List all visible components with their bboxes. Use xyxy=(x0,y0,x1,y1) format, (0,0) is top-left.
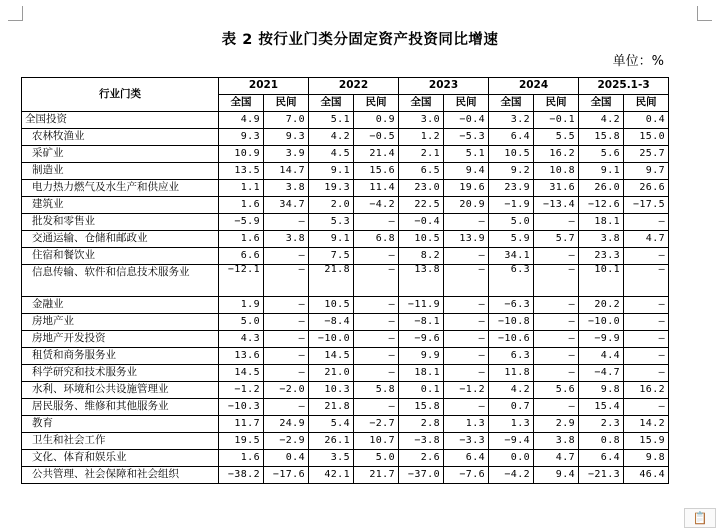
national-value-cell: −9.9 xyxy=(579,331,624,348)
private-value-cell: – xyxy=(354,314,399,331)
private-value-cell: 6.8 xyxy=(354,231,399,248)
header-private: 民间 xyxy=(624,95,669,112)
national-value-cell: 4.3 xyxy=(219,331,264,348)
industry-name-cell: 全国投资 xyxy=(22,112,219,129)
national-value-cell: 18.1 xyxy=(579,214,624,231)
private-value-cell: 14.7 xyxy=(264,163,309,180)
private-value-cell: – xyxy=(444,248,489,265)
industry-name-cell: 批发和零售业 xyxy=(22,214,219,231)
table-row xyxy=(22,467,669,484)
header-year: 2024 xyxy=(489,78,579,95)
national-value-cell: −10.3 xyxy=(219,399,264,416)
header-year: 2025.1-3 xyxy=(579,78,669,95)
national-value-cell: 4.2 xyxy=(309,129,354,146)
national-value-cell: 1.6 xyxy=(219,450,264,467)
industry-name-cell: 文化、体育和娱乐业 xyxy=(22,450,219,467)
industry-name-cell: 租赁和商务服务业 xyxy=(22,348,219,365)
private-value-cell: – xyxy=(264,399,309,416)
private-value-cell: −13.4 xyxy=(534,197,579,214)
private-value-cell: – xyxy=(534,248,579,265)
national-value-cell: −10.6 xyxy=(489,331,534,348)
private-value-cell: −0.5 xyxy=(354,129,399,146)
national-value-cell: 23.3 xyxy=(579,248,624,265)
industry-name-cell: 电力热力燃气及水生产和供应业 xyxy=(22,180,219,197)
table-row xyxy=(22,197,669,214)
private-value-cell: – xyxy=(354,331,399,348)
industry-name-cell: 水利、环境和公共设施管理业 xyxy=(22,382,219,399)
private-value-cell: −0.4 xyxy=(444,112,489,129)
industry-name-cell: 公共管理、社会保障和社会组织 xyxy=(22,467,219,484)
national-value-cell: 0.7 xyxy=(489,399,534,416)
national-value-cell: 5.0 xyxy=(219,314,264,331)
private-value-cell: – xyxy=(264,348,309,365)
private-value-cell: – xyxy=(354,348,399,365)
table-row xyxy=(22,214,669,231)
table-body xyxy=(22,112,669,484)
industry-name-cell: 住宿和餐饮业 xyxy=(22,248,219,265)
national-value-cell: −10.8 xyxy=(489,314,534,331)
private-value-cell: 34.7 xyxy=(264,197,309,214)
header-year: 2022 xyxy=(309,78,399,95)
private-value-cell: 0.4 xyxy=(264,450,309,467)
private-value-cell: 0.9 xyxy=(354,112,399,129)
private-value-cell: −2.7 xyxy=(354,416,399,433)
private-value-cell: 31.6 xyxy=(534,180,579,197)
private-value-cell: 26.6 xyxy=(624,180,669,197)
private-value-cell: 15.9 xyxy=(624,433,669,450)
private-value-cell: – xyxy=(444,348,489,365)
national-value-cell: 13.8 xyxy=(399,265,444,297)
private-value-cell: −0.1 xyxy=(534,112,579,129)
private-value-cell: 4.7 xyxy=(624,231,669,248)
national-value-cell: 2.3 xyxy=(579,416,624,433)
national-value-cell: 21.0 xyxy=(309,365,354,382)
national-value-cell: −5.9 xyxy=(219,214,264,231)
national-value-cell: 9.1 xyxy=(309,231,354,248)
header-industry: 行业门类 xyxy=(22,78,219,112)
national-value-cell: 11.8 xyxy=(489,365,534,382)
private-value-cell: – xyxy=(534,265,579,297)
national-value-cell: 5.6 xyxy=(579,146,624,163)
private-value-cell: – xyxy=(354,214,399,231)
national-value-cell: −8.4 xyxy=(309,314,354,331)
industry-name-cell: 建筑业 xyxy=(22,197,219,214)
private-value-cell: 16.2 xyxy=(624,382,669,399)
national-value-cell: 9.8 xyxy=(579,382,624,399)
national-value-cell: 22.5 xyxy=(399,197,444,214)
industry-name-cell: 采矿业 xyxy=(22,146,219,163)
private-value-cell: 5.7 xyxy=(534,231,579,248)
private-value-cell: 16.2 xyxy=(534,146,579,163)
national-value-cell: 2.0 xyxy=(309,197,354,214)
header-national: 全国 xyxy=(399,95,444,112)
table-row xyxy=(22,180,669,197)
private-value-cell: – xyxy=(444,365,489,382)
private-value-cell: 10.8 xyxy=(534,163,579,180)
national-value-cell: 3.0 xyxy=(399,112,444,129)
private-value-cell: – xyxy=(624,297,669,314)
industry-name-cell: 交通运输、仓储和邮政业 xyxy=(22,231,219,248)
header-private: 民间 xyxy=(264,95,309,112)
industry-name-cell: 农林牧渔业 xyxy=(22,129,219,146)
table-row xyxy=(22,297,669,314)
private-value-cell: – xyxy=(264,214,309,231)
national-value-cell: −0.4 xyxy=(399,214,444,231)
private-value-cell: 3.9 xyxy=(264,146,309,163)
national-value-cell: 2.8 xyxy=(399,416,444,433)
national-value-cell: 5.9 xyxy=(489,231,534,248)
table-row xyxy=(22,146,669,163)
private-value-cell: −4.2 xyxy=(354,197,399,214)
table-row xyxy=(22,112,669,129)
table-row xyxy=(22,248,669,265)
private-value-cell: 46.4 xyxy=(624,467,669,484)
national-value-cell: 6.4 xyxy=(489,129,534,146)
private-value-cell: −17.5 xyxy=(624,197,669,214)
crop-mark-top-right xyxy=(697,6,712,21)
header-national: 全国 xyxy=(309,95,354,112)
national-value-cell: −38.2 xyxy=(219,467,264,484)
national-value-cell: 9.9 xyxy=(399,348,444,365)
national-value-cell: 20.2 xyxy=(579,297,624,314)
national-value-cell: 10.5 xyxy=(489,146,534,163)
private-value-cell: 1.3 xyxy=(444,416,489,433)
private-value-cell: 21.7 xyxy=(354,467,399,484)
table-row xyxy=(22,382,669,399)
national-value-cell: 1.6 xyxy=(219,231,264,248)
table-row xyxy=(22,331,669,348)
private-value-cell: – xyxy=(444,331,489,348)
private-value-cell: 5.5 xyxy=(534,129,579,146)
national-value-cell: 9.3 xyxy=(219,129,264,146)
paste-options-icon[interactable]: 📋 xyxy=(684,508,716,528)
private-value-cell: – xyxy=(354,248,399,265)
table-title: 表 2 按行业门类分固定资产投资同比增速 xyxy=(221,32,499,48)
national-value-cell: 6.3 xyxy=(489,348,534,365)
national-value-cell: −1.9 xyxy=(489,197,534,214)
industry-name-cell: 房地产开发投资 xyxy=(22,331,219,348)
national-value-cell: 2.6 xyxy=(399,450,444,467)
national-value-cell: −12.1 xyxy=(219,265,264,297)
national-value-cell: 21.8 xyxy=(309,399,354,416)
private-value-cell: 3.8 xyxy=(264,180,309,197)
national-value-cell: 42.1 xyxy=(309,467,354,484)
national-value-cell: −11.9 xyxy=(399,297,444,314)
private-value-cell: 9.4 xyxy=(534,467,579,484)
unit-label: 单位：% xyxy=(612,54,664,69)
national-value-cell: −12.6 xyxy=(579,197,624,214)
national-value-cell: 5.1 xyxy=(309,112,354,129)
national-value-cell: −4.7 xyxy=(579,365,624,382)
national-value-cell: 1.2 xyxy=(399,129,444,146)
private-value-cell: 13.9 xyxy=(444,231,489,248)
private-value-cell: 19.6 xyxy=(444,180,489,197)
private-value-cell: – xyxy=(354,297,399,314)
private-value-cell: – xyxy=(354,365,399,382)
private-value-cell: 14.2 xyxy=(624,416,669,433)
national-value-cell: 1.9 xyxy=(219,297,264,314)
table-row xyxy=(22,265,669,297)
private-value-cell: 21.4 xyxy=(354,146,399,163)
header-year: 2021 xyxy=(219,78,309,95)
industry-name-cell: 金融业 xyxy=(22,297,219,314)
private-value-cell: – xyxy=(444,297,489,314)
private-value-cell: – xyxy=(624,348,669,365)
private-value-cell: 3.8 xyxy=(264,231,309,248)
private-value-cell: −1.2 xyxy=(444,382,489,399)
private-value-cell: 9.7 xyxy=(624,163,669,180)
national-value-cell: 6.5 xyxy=(399,163,444,180)
private-value-cell: – xyxy=(624,331,669,348)
private-value-cell: 5.6 xyxy=(534,382,579,399)
national-value-cell: 8.2 xyxy=(399,248,444,265)
private-value-cell: – xyxy=(624,265,669,297)
private-value-cell: – xyxy=(534,399,579,416)
private-value-cell: 24.9 xyxy=(264,416,309,433)
private-value-cell: – xyxy=(444,265,489,297)
national-value-cell: 19.5 xyxy=(219,433,264,450)
national-value-cell: 7.5 xyxy=(309,248,354,265)
national-value-cell: −4.2 xyxy=(489,467,534,484)
table-row xyxy=(22,163,669,180)
header-national: 全国 xyxy=(219,95,264,112)
national-value-cell: 23.9 xyxy=(489,180,534,197)
private-value-cell: −2.0 xyxy=(264,382,309,399)
industry-name-cell: 科学研究和技术服务业 xyxy=(22,365,219,382)
private-value-cell: 6.4 xyxy=(444,450,489,467)
private-value-cell: – xyxy=(534,365,579,382)
industry-name-cell: 信息传输、软件和信息技术服务业 xyxy=(22,265,219,297)
national-value-cell: 10.3 xyxy=(309,382,354,399)
industry-name-cell: 教育 xyxy=(22,416,219,433)
private-value-cell: – xyxy=(624,248,669,265)
national-value-cell: 14.5 xyxy=(219,365,264,382)
national-value-cell: 11.7 xyxy=(219,416,264,433)
private-value-cell: 25.7 xyxy=(624,146,669,163)
national-value-cell: 0.0 xyxy=(489,450,534,467)
national-value-cell: 6.6 xyxy=(219,248,264,265)
crop-mark-top-left xyxy=(8,6,23,21)
private-value-cell: – xyxy=(534,214,579,231)
national-value-cell: 10.5 xyxy=(399,231,444,248)
national-value-cell: −8.1 xyxy=(399,314,444,331)
header-private: 民间 xyxy=(354,95,399,112)
private-value-cell: −3.3 xyxy=(444,433,489,450)
private-value-cell: 9.3 xyxy=(264,129,309,146)
header-private: 民间 xyxy=(534,95,579,112)
private-value-cell: – xyxy=(354,399,399,416)
header-private: 民间 xyxy=(444,95,489,112)
national-value-cell: −10.0 xyxy=(309,331,354,348)
national-value-cell: 6.4 xyxy=(579,450,624,467)
table-row xyxy=(22,314,669,331)
national-value-cell: −9.4 xyxy=(489,433,534,450)
national-value-cell: 9.1 xyxy=(579,163,624,180)
header-year: 2023 xyxy=(399,78,489,95)
private-value-cell: −7.6 xyxy=(444,467,489,484)
national-value-cell: 5.4 xyxy=(309,416,354,433)
private-value-cell: 0.4 xyxy=(624,112,669,129)
private-value-cell: 2.9 xyxy=(534,416,579,433)
national-value-cell: 2.1 xyxy=(399,146,444,163)
industry-name-cell: 制造业 xyxy=(22,163,219,180)
national-value-cell: 5.0 xyxy=(489,214,534,231)
industry-name-cell: 卫生和社会工作 xyxy=(22,433,219,450)
private-value-cell: – xyxy=(624,399,669,416)
national-value-cell: −10.0 xyxy=(579,314,624,331)
national-value-cell: 4.4 xyxy=(579,348,624,365)
national-value-cell: 15.8 xyxy=(579,129,624,146)
national-value-cell: 26.0 xyxy=(579,180,624,197)
national-value-cell: −1.2 xyxy=(219,382,264,399)
private-value-cell: −5.3 xyxy=(444,129,489,146)
table-row xyxy=(22,348,669,365)
national-value-cell: 10.1 xyxy=(579,265,624,297)
national-value-cell: 34.1 xyxy=(489,248,534,265)
national-value-cell: 6.3 xyxy=(489,265,534,297)
national-value-cell: 26.1 xyxy=(309,433,354,450)
table-row xyxy=(22,433,669,450)
investment-growth-table xyxy=(21,77,669,484)
national-value-cell: 10.5 xyxy=(309,297,354,314)
national-value-cell: 0.1 xyxy=(399,382,444,399)
private-value-cell: – xyxy=(264,265,309,297)
national-value-cell: 14.5 xyxy=(309,348,354,365)
private-value-cell: – xyxy=(624,314,669,331)
national-value-cell: −3.8 xyxy=(399,433,444,450)
private-value-cell: 5.1 xyxy=(444,146,489,163)
national-value-cell: 3.5 xyxy=(309,450,354,467)
private-value-cell: – xyxy=(534,331,579,348)
national-value-cell: 1.1 xyxy=(219,180,264,197)
table-row xyxy=(22,399,669,416)
national-value-cell: 4.2 xyxy=(579,112,624,129)
private-value-cell: – xyxy=(534,348,579,365)
private-value-cell: – xyxy=(444,314,489,331)
national-value-cell: 10.9 xyxy=(219,146,264,163)
private-value-cell: – xyxy=(624,365,669,382)
private-value-cell: 4.7 xyxy=(534,450,579,467)
table-row xyxy=(22,416,669,433)
national-value-cell: 4.2 xyxy=(489,382,534,399)
private-value-cell: 3.8 xyxy=(534,433,579,450)
national-value-cell: 4.9 xyxy=(219,112,264,129)
national-value-cell: 23.0 xyxy=(399,180,444,197)
private-value-cell: 9.4 xyxy=(444,163,489,180)
national-value-cell: 13.6 xyxy=(219,348,264,365)
industry-name-cell: 居民服务、维修和其他服务业 xyxy=(22,399,219,416)
national-value-cell: −37.0 xyxy=(399,467,444,484)
national-value-cell: −6.3 xyxy=(489,297,534,314)
private-value-cell: – xyxy=(354,265,399,297)
private-value-cell: – xyxy=(444,399,489,416)
header-national: 全国 xyxy=(579,95,624,112)
private-value-cell: – xyxy=(534,297,579,314)
national-value-cell: 3.8 xyxy=(579,231,624,248)
private-value-cell: – xyxy=(264,365,309,382)
national-value-cell: 19.3 xyxy=(309,180,354,197)
private-value-cell: 15.6 xyxy=(354,163,399,180)
private-value-cell: 7.0 xyxy=(264,112,309,129)
private-value-cell: 5.0 xyxy=(354,450,399,467)
private-value-cell: 5.8 xyxy=(354,382,399,399)
national-value-cell: 0.8 xyxy=(579,433,624,450)
national-value-cell: 9.1 xyxy=(309,163,354,180)
national-value-cell: 9.2 xyxy=(489,163,534,180)
national-value-cell: 1.6 xyxy=(219,197,264,214)
national-value-cell: 21.8 xyxy=(309,265,354,297)
private-value-cell: 15.0 xyxy=(624,129,669,146)
private-value-cell: 10.7 xyxy=(354,433,399,450)
private-value-cell: – xyxy=(264,314,309,331)
private-value-cell: 11.4 xyxy=(354,180,399,197)
national-value-cell: 3.2 xyxy=(489,112,534,129)
private-value-cell: – xyxy=(264,248,309,265)
national-value-cell: 1.3 xyxy=(489,416,534,433)
table-row xyxy=(22,450,669,467)
national-value-cell: 18.1 xyxy=(399,365,444,382)
national-value-cell: −21.3 xyxy=(579,467,624,484)
national-value-cell: 13.5 xyxy=(219,163,264,180)
private-value-cell: −2.9 xyxy=(264,433,309,450)
private-value-cell: – xyxy=(444,214,489,231)
private-value-cell: – xyxy=(264,331,309,348)
table-row xyxy=(22,365,669,382)
national-value-cell: 5.3 xyxy=(309,214,354,231)
national-value-cell: 15.4 xyxy=(579,399,624,416)
private-value-cell: −17.6 xyxy=(264,467,309,484)
private-value-cell: – xyxy=(534,314,579,331)
private-value-cell: – xyxy=(264,297,309,314)
industry-name-cell: 房地产业 xyxy=(22,314,219,331)
header-national: 全国 xyxy=(489,95,534,112)
private-value-cell: – xyxy=(624,214,669,231)
table-row xyxy=(22,231,669,248)
private-value-cell: 9.8 xyxy=(624,450,669,467)
table-row xyxy=(22,129,669,146)
national-value-cell: 4.5 xyxy=(309,146,354,163)
national-value-cell: 15.8 xyxy=(399,399,444,416)
national-value-cell: −9.6 xyxy=(399,331,444,348)
private-value-cell: 20.9 xyxy=(444,197,489,214)
